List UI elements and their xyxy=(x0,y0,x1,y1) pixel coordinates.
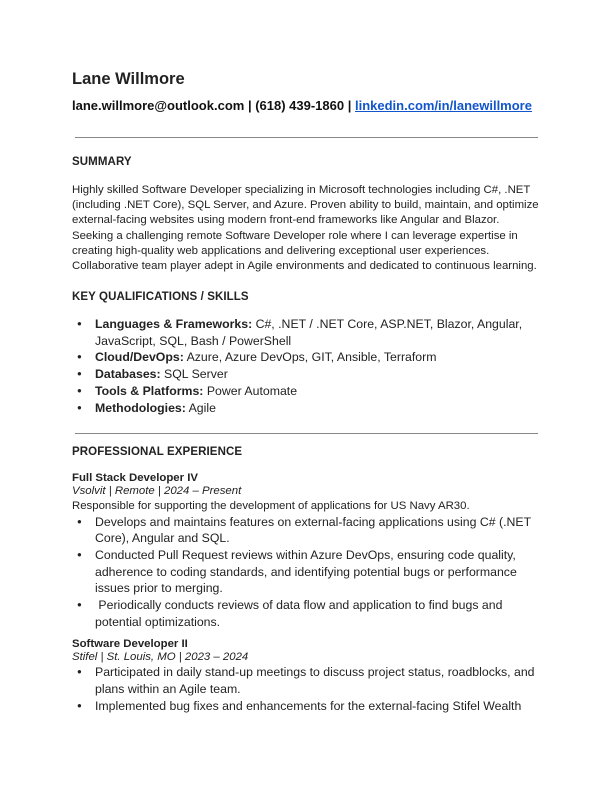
job-responsibility: Responsible for supporting the development of applications for US Navy AR30. xyxy=(72,499,470,512)
phone: (618) 439-1860 xyxy=(255,98,345,113)
divider xyxy=(75,137,538,138)
job-title: Software Developer II xyxy=(72,637,188,650)
list-item xyxy=(72,316,542,349)
skill-label: Databases: xyxy=(95,367,161,382)
contact-line xyxy=(72,98,532,113)
skill-value: Azure, Azure DevOps, GIT, Ansible, Terraform xyxy=(183,350,437,365)
job-entry xyxy=(72,472,542,631)
skill-label: Tools & Platforms: xyxy=(95,383,204,398)
experience-section xyxy=(72,472,542,721)
skill-value: Power Automate xyxy=(203,383,298,398)
skill-label: Languages & Frameworks: xyxy=(95,317,253,331)
list-item: ● Develops and maintains features on external-facing applications using C# (.NET Core), Angular and SQL. xyxy=(72,514,542,547)
summary-heading: SUMMARY xyxy=(72,156,132,168)
list-item: ● Implemented bug fixes and enhancements for the external-facing Stifel Wealth xyxy=(72,698,542,715)
list-item: ● Participated in daily stand-up meetings to discuss project status, roadblocks, and plans within an Agile team. xyxy=(72,664,542,697)
skill-label: Cloud/DevOps: xyxy=(95,350,184,365)
list-item xyxy=(72,366,542,383)
separator: | xyxy=(244,98,256,113)
skills-list xyxy=(72,316,542,416)
skill-value: Agile xyxy=(185,400,216,415)
summary-text: Highly skilled Software Developer specializing in Microsoft technologies including C#, .NET (including .NET Core), SQL Server, and Azure. Proven ability to build, maintain, and optimize external-facing websites using modern front-end frameworks like Angular and Blazor. Seeking a challenging remote Software Developer role where I can leverage expertise in creating high-quality web applications and delivering exceptional user experiences. Collaborative team player adept in Agile environments and dedicated to continuous learning. xyxy=(72,184,539,273)
skill-value: C#, .NET / .NET Core, ASP.NET, Blazor, Angular, JavaScript, SQL, Bash / PowerShell xyxy=(95,317,523,348)
email: lane.willmore@outlook.com xyxy=(72,98,245,113)
list-item xyxy=(72,349,542,366)
list-item xyxy=(72,400,542,417)
skills-heading: KEY QUALIFICATIONS / SKILLS xyxy=(72,291,249,303)
list-item: ● Periodically conducts reviews of data flow and application to find bugs and potential optimizations. xyxy=(72,597,542,630)
divider xyxy=(75,433,538,434)
job-meta: Vsolvit | Remote | 2024 – Present xyxy=(72,485,242,497)
skill-value: SQL Server xyxy=(160,367,228,382)
list-item: ● Conducted Pull Request reviews within Azure DevOps, ensuring code quality, adherence to coding standards, and identifying potential bugs or performance issues prior to merging. xyxy=(72,547,542,597)
list-item xyxy=(72,383,542,400)
experience-heading: PROFESSIONAL EXPERIENCE xyxy=(72,446,243,458)
skill-label: Methodologies: xyxy=(95,400,186,415)
separator: | xyxy=(344,98,355,113)
job-entry xyxy=(72,638,542,715)
job-meta: Stifel | St. Louis, MO | 2023 – 2024 xyxy=(72,650,249,663)
candidate-name: Lane Willmore xyxy=(72,70,185,88)
job-bullets xyxy=(72,514,542,631)
job-title: Full Stack Developer IV xyxy=(72,472,198,484)
job-bullets xyxy=(72,664,542,714)
linkedin-link[interactable]: linkedin.com/in/lanewillmore xyxy=(354,98,532,113)
